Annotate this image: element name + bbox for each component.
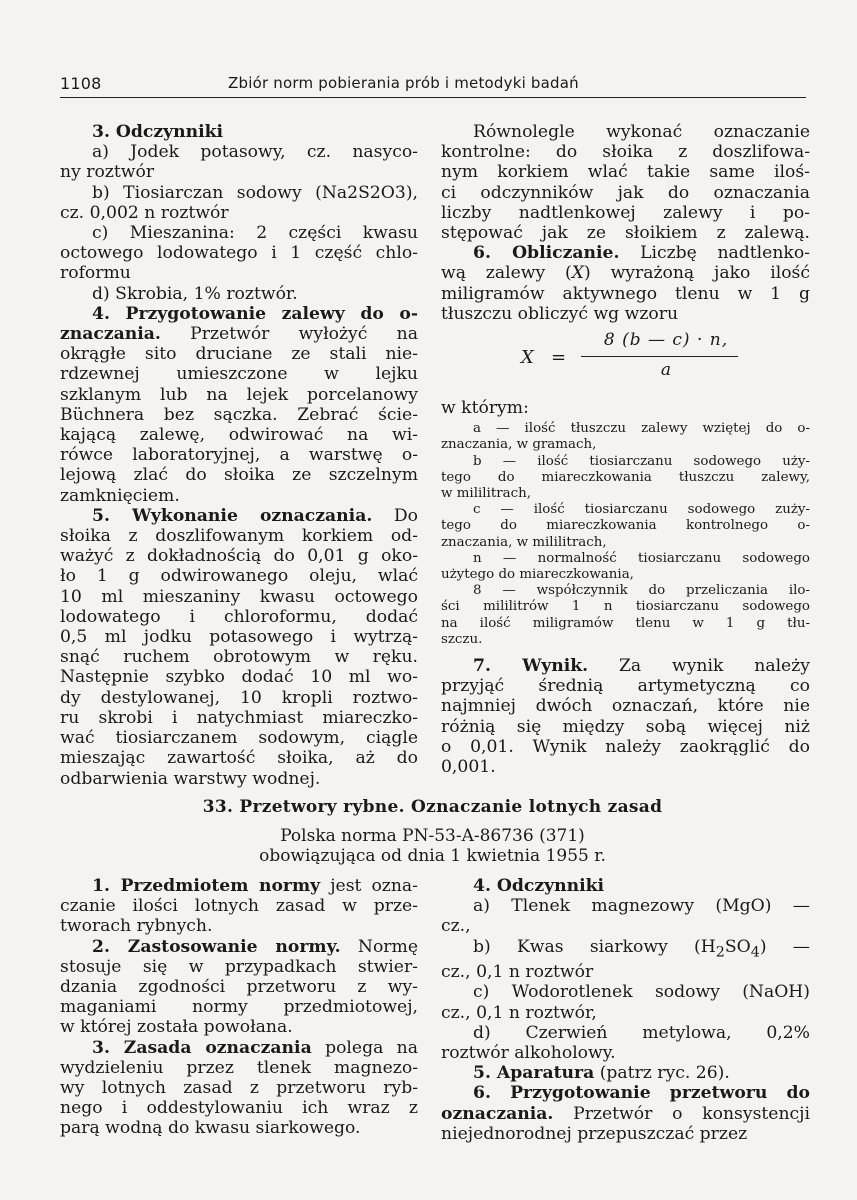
text-line: miligramów aktywnego tlenu w 1 g <box>441 283 810 304</box>
text-line: 0,001. <box>441 757 496 778</box>
text-line: a) Tlenek magnezowy (MgO) — <box>473 896 810 917</box>
text-line: w mililitrach, <box>441 486 531 502</box>
text-line: w której została powołana. <box>60 1017 293 1038</box>
text-line: najmniej dwóch oznaczań, które nie <box>441 696 810 717</box>
text-line: 5. Wykonanie oznaczania. Do <box>92 505 419 526</box>
text-line: 1. Przedmiotem normy jest ozna- <box>92 876 418 896</box>
formula-denominator: a <box>660 360 672 381</box>
text-line: znaczania, w gramach, <box>441 437 597 453</box>
text-line: tego do miareczkowania tłuszczu zalewy, <box>441 469 810 485</box>
text-line: przyjąć średnią artymetyczną co <box>441 676 810 697</box>
text-line: słoika z doszlifowanym korkiem od- <box>60 526 418 547</box>
text-line: a — ilość tłuszczu zalewy wziętej do o- <box>473 421 810 437</box>
page-number: 1108 <box>60 74 102 93</box>
fraction-bar <box>581 356 738 357</box>
where-label: w którym: <box>441 398 529 419</box>
text-line: nym korkiem wlać takie same iloś- <box>441 162 810 183</box>
text-line: roformu <box>60 263 131 284</box>
text-line: 6. Obliczanie. Liczbę nadtlenko- <box>473 243 810 264</box>
text-line: 3. Zasada oznaczania polega na <box>92 1037 418 1058</box>
text-line: nego i oddestylowaniu ich wraz z <box>60 1098 418 1119</box>
text-line: d) Czerwień metylowa, 0,2% <box>473 1022 810 1043</box>
text-line: c) Wodorotlenek sodowy (NaOH) <box>473 982 810 1003</box>
text-line: rówce laboratoryjnej, a warstwę o- <box>60 445 418 466</box>
right-column-bottom-text <box>441 876 810 1144</box>
text-line: wą zalewy (X) wyrażoną jako ilość <box>441 263 811 284</box>
text-line: cz., <box>441 916 471 937</box>
text-line: dy destylowanej, 10 kropli roztwo- <box>60 687 418 708</box>
formula-equals: = <box>551 347 567 369</box>
text-line: okrągłe sito druciane ze stali nie- <box>60 344 418 365</box>
text-line: 2. Zastosowanie normy. Normę <box>92 936 418 957</box>
text-line: czanie ilości lotnych zasad w prze- <box>60 896 418 917</box>
text-line: 5. Aparatura (patrz ryc. 26). <box>473 1063 730 1084</box>
text-line: roztwór alkoholowy. <box>441 1043 616 1064</box>
text-line: ny roztwór <box>60 162 155 183</box>
text-line: b) Tiosiarczan sodowy (Na2S2O3), <box>92 182 418 203</box>
text-line: ru skrobi i natychmiast miareczko- <box>60 707 418 728</box>
text-line: ści mililitrów 1 n tiosiarczanu sodowego <box>441 599 810 615</box>
text-line: wać tiosiarczanem sodowym, ciągle <box>60 728 418 749</box>
left-column-bottom <box>60 876 418 1139</box>
left-column-top <box>60 122 418 789</box>
right-column-top-text <box>441 122 810 324</box>
text-line: szczu. <box>441 631 483 647</box>
text-line: liczby nadtlenkowej zalewy i po- <box>441 202 810 223</box>
text-line: różnią się między sobą więcej niż <box>441 716 810 737</box>
text-line: 8 — współczynnik do przeliczania ilo- <box>473 583 810 599</box>
text-line: lodowatego i chloroformu, dodać <box>60 606 418 627</box>
text-line: ważyć z dokładnością do 0,01 g oko- <box>60 546 418 567</box>
running-title: Zbiór norm pobierania prób i metodyki badań <box>228 74 579 92</box>
text-line: d) Skrobia, 1% roztwór. <box>92 283 298 304</box>
text-line: stępować jak ze słoikiem z zalewą. <box>441 223 810 244</box>
formula-lhs: X <box>521 347 534 369</box>
text-line: tego do miareczkowania kontrolnego o- <box>441 518 810 534</box>
text-line: ło 1 g odwirowanego oleju, wlać <box>60 566 418 587</box>
text-line: stosuje się w przypadkach stwier- <box>60 956 418 977</box>
text-line: Büchnera bez sączka. Zebrać ście- <box>60 404 418 425</box>
text-line: snąć ruchem obrotowym w ręku. <box>60 647 418 668</box>
section-title: 33. Przetwory rybne. Oznaczanie lotnych zasad <box>202 797 663 817</box>
text-line: szklanym lub na lejek porcelanowy <box>60 384 418 405</box>
text-line: wydzieleniu przez tlenek magnezo- <box>60 1057 418 1078</box>
text-line: kającą zalewę, odwirować na wi- <box>60 425 418 446</box>
text-line: 3. Odczynniki <box>92 122 224 142</box>
text-line: użytego do miareczkowania, <box>441 567 634 583</box>
norm-designation <box>60 826 805 866</box>
text-line: 4. Odczynniki <box>473 876 605 896</box>
text-line: octowego lodowatego i 1 część chlo- <box>60 243 418 264</box>
text-line: tworach rybnych. <box>60 916 213 937</box>
right-column-bottom <box>441 876 810 1144</box>
formula <box>441 330 810 392</box>
left-column-bottom-text <box>60 876 418 1139</box>
page-header <box>60 74 805 96</box>
text-line: cz., 0,1 n roztwór <box>441 962 594 983</box>
text-line: parą wodną do kwasu siarkowego. <box>60 1118 361 1139</box>
text-line: odbarwienia warstwy wodnej. <box>60 768 321 789</box>
text-line: oznaczania. Przetwór o konsystencji <box>441 1103 810 1124</box>
text-line: kontrolne: do słoika z doszlifowa- <box>441 142 810 163</box>
text-line: na ilość miligramów tlenu w 1 g tłu- <box>441 615 810 631</box>
text-line: znaczania, w mililitrach, <box>441 534 607 550</box>
text-line: 6. Przygotowanie przetworu do <box>473 1083 810 1104</box>
norm-line-2: obowiązująca od dnia 1 kwietnia 1955 r. <box>259 846 606 866</box>
text-line: rdzewnej umieszczone w lejku <box>60 364 418 385</box>
text-line: cz. 0,002 n roztwór <box>60 202 229 223</box>
text-line: lejową zlać do słoika ze szczelnym <box>60 465 418 486</box>
text-line: maganiami normy przedmiotowej, <box>60 997 418 1018</box>
text-line: wy lotnych zasad z przetworu ryb- <box>60 1078 418 1099</box>
text-line: zamknięciem. <box>60 485 180 506</box>
text-line: tłuszczu obliczyć wg wzoru <box>441 303 679 324</box>
text-line: b — ilość tiosiarczanu sodowego uży- <box>473 453 810 469</box>
text-line: ci odczynników jak do oznaczania <box>441 182 810 203</box>
text-line: dzania zgodności przetworu z wy- <box>60 977 418 998</box>
text-line: mieszając zawartość słoika, aż do <box>60 748 418 769</box>
text-line: cz., 0,1 n roztwór, <box>441 1002 597 1023</box>
header-rule <box>60 97 806 98</box>
definitions-list <box>441 421 810 648</box>
text-line: 7. Wynik. Za wynik należy <box>473 656 810 677</box>
text-line: Równolegle wykonać oznaczanie <box>473 122 810 142</box>
left-column-top-text <box>60 122 418 789</box>
right-column-top <box>441 122 810 777</box>
norm-line-1: Polska norma PN-53-A-86736 (371) <box>280 826 585 846</box>
text-line: znaczania. Przetwór wyłożyć na <box>60 324 418 345</box>
text-line: niejednorodnej przepuszczać przez <box>441 1123 748 1144</box>
text-line: a) Jodek potasowy, cz. nasyco- <box>92 142 418 163</box>
text-line: b) Kwas siarkowy $(H_2SO_4)$ — <box>473 936 810 961</box>
text-line: c — ilość tiosiarczanu sodowego zuży- <box>473 502 810 518</box>
text-line: Następnie szybko dodać 10 ml wo- <box>60 667 418 688</box>
text-line: o 0,01. Wynik należy zaokrąglić do <box>441 736 810 757</box>
formula-numerator: 8 (b — c) · n, <box>603 330 729 351</box>
right-column-result-text <box>441 656 810 777</box>
text-line: 10 ml mieszaniny kwasu octowego <box>60 586 418 607</box>
text-line: c) Mieszanina: 2 części kwasu <box>92 223 418 244</box>
text-line: 0,5 ml jodku potasowego i wytrzą- <box>60 627 418 648</box>
text-line: 4. Przygotowanie zalewy do o- <box>92 303 418 324</box>
text-line: n — normalność tiosiarczanu sodowego <box>473 550 810 566</box>
